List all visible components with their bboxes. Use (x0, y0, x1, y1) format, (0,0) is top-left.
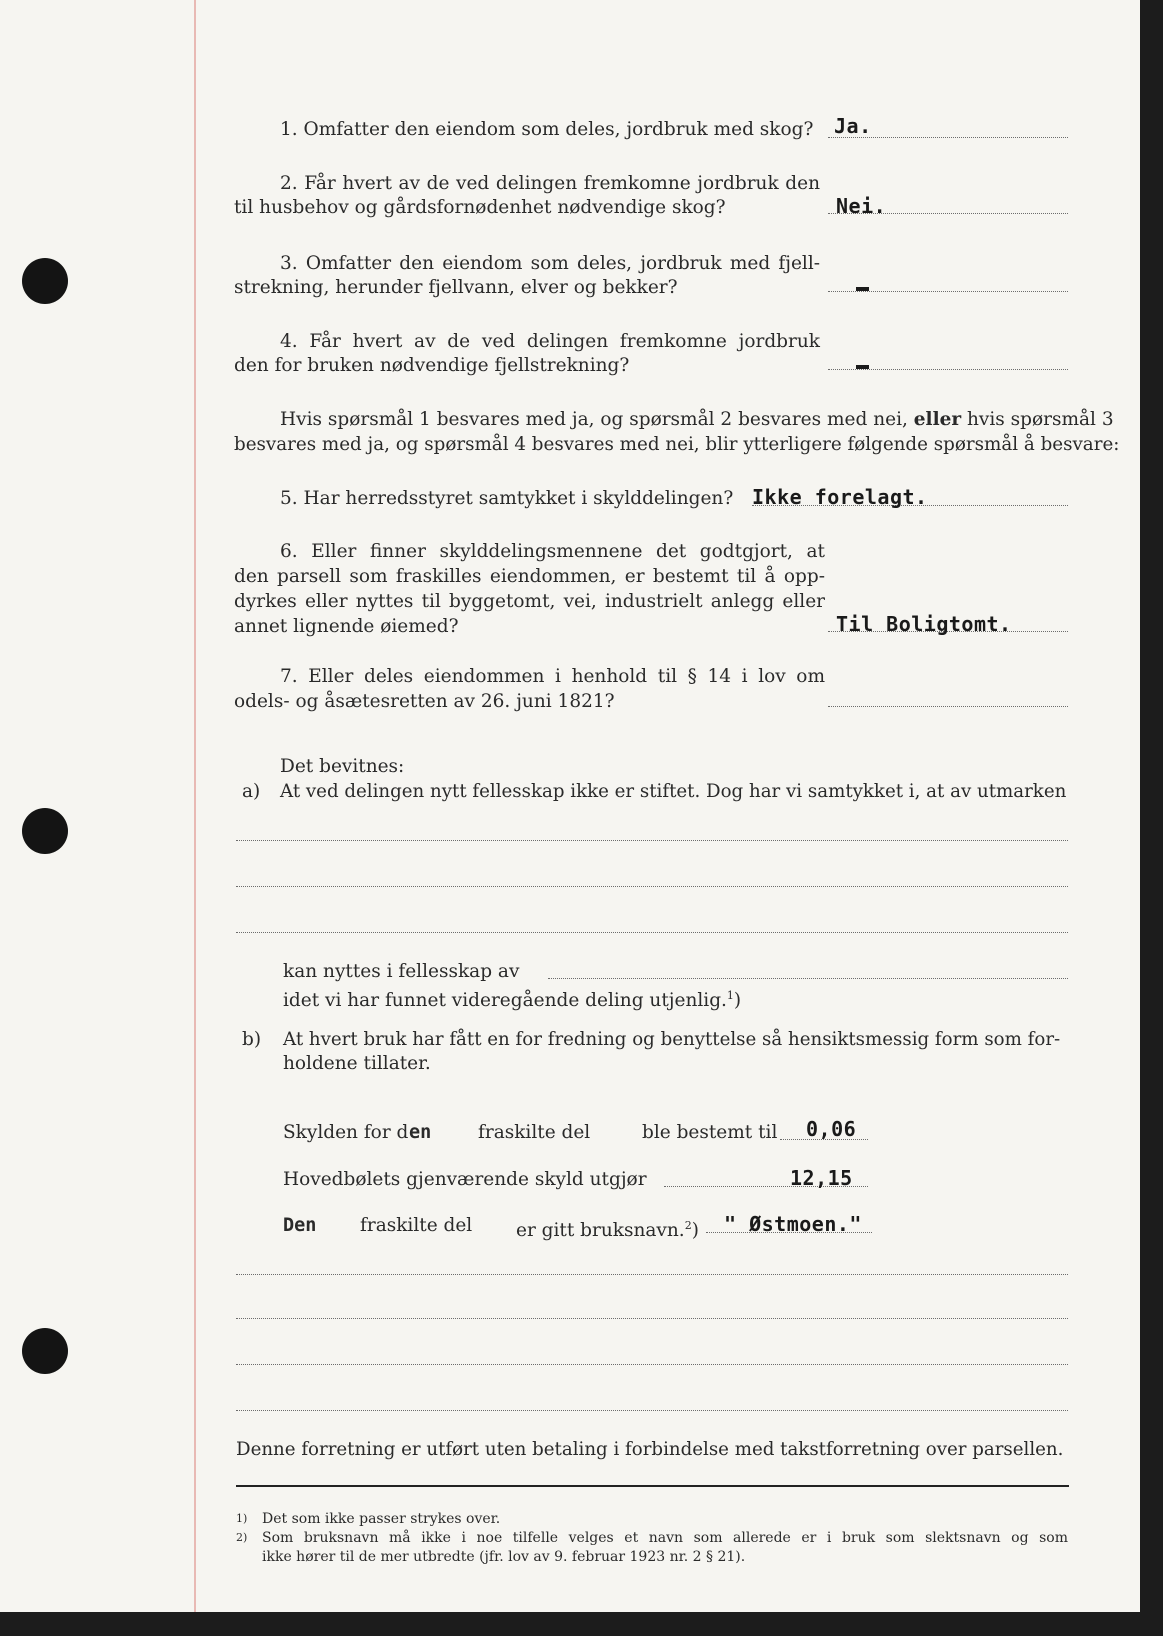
question-7-line-2: odels- og åsætesretten av 26. juni 1821? (234, 691, 615, 712)
punch-hole (22, 258, 68, 304)
footnote-rule (236, 1485, 1069, 1487)
instruction-line-1: Hvis spørsmål 1 besvares med ja, og spørsmål 2 besvares med nei, eller hvis spørsmål 3 (280, 409, 1114, 430)
footnote-2-mark: 2) (236, 1531, 248, 1544)
question-1: 1. Omfatter den eiendom som deles, jordbruk med skog? (280, 119, 814, 140)
skyld-label-1b: fraskilte del (478, 1122, 591, 1143)
question-6-line-4: annet lignende øiemed? (234, 616, 459, 637)
skyld-article-2: Den (283, 1215, 317, 1236)
skyld-label-1c: ble bestemt til (642, 1122, 778, 1143)
attest-b-line-2: holdene tillater. (283, 1053, 431, 1074)
question-3-line-1: 3. Omfatter den eiendom som deles, jordbruk med fjell- (280, 253, 820, 274)
fill-line (548, 978, 1068, 979)
question-2-line-2: til husbehov og gårdsfornødenhet nødvendige skog? (234, 197, 726, 218)
fill-line (236, 886, 1068, 887)
attest-heading: Det bevitnes: (280, 756, 405, 777)
question-6-line-3: dyrkes eller nyttes til byggetomt, vei, industrielt anlegg eller (234, 591, 825, 612)
skyld-label-3: fraskilte del (360, 1215, 473, 1236)
answer-4-dash (856, 365, 869, 369)
answer-line (828, 291, 1068, 292)
fill-line (236, 1274, 1068, 1275)
shared-use-line: kan nyttes i fellesskap av (283, 961, 520, 982)
closing-statement: Denne forretning er utført uten betaling i forbindelse med takstforretning over parsellen. (236, 1439, 1064, 1460)
question-4-line-1: 4. Får hvert av de ved delingen fremkomne jordbruk (280, 331, 820, 352)
fill-line (236, 840, 1068, 841)
answer-1: Ja. (834, 114, 872, 138)
instruction-line-2: besvares med ja, og spørsmål 4 besvares med nei, blir ytterligere følgende spørsmål å besvare: (234, 434, 1120, 455)
reason-line: idet vi har funnet videregående deling utjenlig.$^1$) (283, 989, 742, 1012)
skyld-article-1: en (409, 1122, 432, 1143)
fill-line (236, 1364, 1068, 1365)
question-2-line-1: 2. Får hvert av de ved delingen fremkomne jordbruk den (280, 173, 820, 194)
punch-hole (22, 808, 68, 854)
footnote-1: Det som ikke passer strykes over. (262, 1511, 501, 1527)
answer-5: Ikke forelagt. (752, 485, 928, 509)
answer-6: Til Boligtomt. (836, 612, 1012, 636)
footnote-2-line-2: ikke hører til de mer utbredte (jfr. lov av 9. februar 1923 nr. 2 § 21). (262, 1549, 746, 1565)
skyld-label-2: Hovedbølets gjenværende skyld utgjør (283, 1169, 647, 1190)
question-6-line-2: den parsell som fraskilles eiendommen, er bestemt til å opp- (234, 566, 825, 587)
fill-line (236, 1318, 1068, 1319)
fill-line (236, 932, 1068, 933)
answer-3-dash (856, 287, 869, 291)
attest-a-label: a) (242, 781, 261, 802)
answer-line (828, 369, 1068, 370)
attest-b-label: b) (242, 1029, 262, 1050)
question-6-line-1: 6. Eller finner skylddelingsmennene det godtgjort, at (280, 541, 825, 562)
footnote-1-mark: 1) (236, 1512, 248, 1525)
answer-2: Nei. (836, 194, 887, 218)
question-7-line-1: 7. Eller deles eiendommen i henhold til § 14 i lov om (280, 666, 825, 687)
skyld-value-1: 0,06 (806, 1117, 857, 1141)
attest-a-text: At ved delingen nytt fellesskap ikke er stiftet. Dog har vi samtykket i, at av utmarken (280, 781, 1067, 802)
skyld-label-1: Skylden for d (283, 1122, 409, 1143)
footnote-2-line-1: Som bruksnavn må ikke i noe tilfelle velges et navn som allerede er i bruk som slektsnavn og som (262, 1530, 1068, 1546)
fill-line (236, 1410, 1068, 1411)
margin-line (194, 0, 196, 1612)
answer-line (828, 706, 1068, 707)
question-3-line-2: strekning, herunder fjellvann, elver og bekker? (234, 277, 678, 298)
attest-b-line-1: At hvert bruk har fått en for fredning og benyttelse så hensiktsmessig form som for- (283, 1029, 1061, 1050)
skyld-label-3b: er gitt bruksnavn.$^2$) (516, 1219, 699, 1242)
skyld-value-2: 12,15 (790, 1166, 853, 1190)
punch-hole (22, 1328, 68, 1374)
question-5: 5. Har herredsstyret samtykket i skylddelingen? (280, 488, 734, 509)
question-4-line-2: den for bruken nødvendige fjellstrekning? (234, 355, 630, 376)
bruksnavn-value: " Østmoen." (724, 1212, 862, 1236)
